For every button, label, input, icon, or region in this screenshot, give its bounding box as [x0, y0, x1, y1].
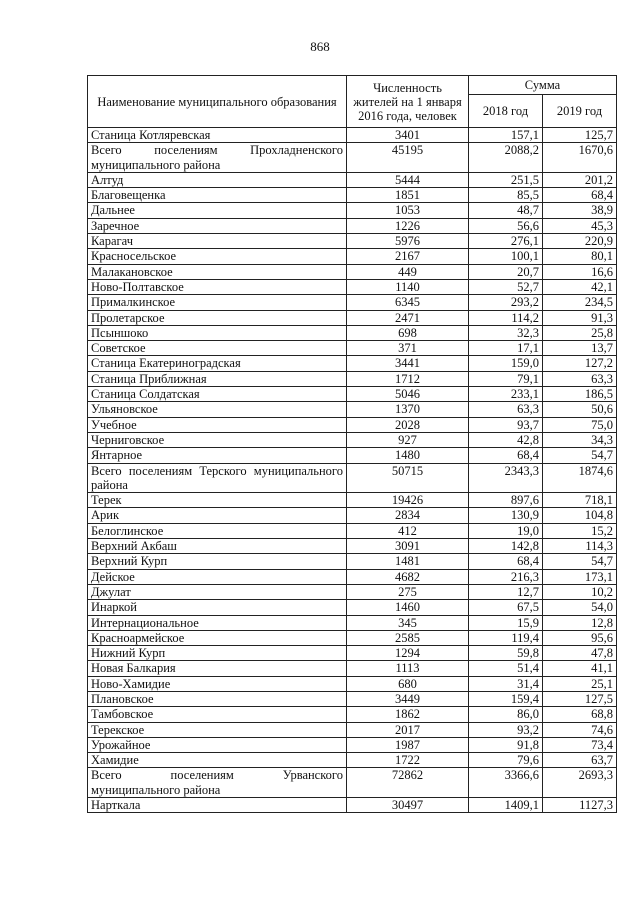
cell-population: 1480: [347, 448, 469, 463]
cell-2019: 47,8: [543, 646, 617, 661]
cell-2019: 201,2: [543, 172, 617, 187]
page-number: 868: [310, 39, 330, 54]
cell-name: Заречное: [88, 218, 347, 233]
cell-name: Черниговское: [88, 432, 347, 447]
cell-population: 2585: [347, 630, 469, 645]
table-row: [88, 234, 617, 249]
cell-2019: 63,3: [543, 371, 617, 386]
table-body: [88, 128, 617, 813]
table-row: [88, 172, 617, 187]
cell-population: 345: [347, 615, 469, 630]
cell-population: 4682: [347, 569, 469, 584]
cell-2018: 3366,6: [469, 768, 543, 798]
cell-2018: 42,8: [469, 432, 543, 447]
cell-name: Арик: [88, 508, 347, 523]
cell-2019: 12,8: [543, 615, 617, 630]
cell-population: 449: [347, 264, 469, 279]
cell-2019: 91,3: [543, 310, 617, 325]
cell-2018: 2088,2: [469, 143, 543, 173]
table-row: [88, 463, 617, 493]
cell-name: Ульяновское: [88, 402, 347, 417]
cell-2018: 233,1: [469, 387, 543, 402]
cell-population: 1053: [347, 203, 469, 218]
cell-2018: 157,1: [469, 128, 543, 143]
table-row: [88, 387, 617, 402]
cell-2018: 251,5: [469, 172, 543, 187]
cell-2018: 91,8: [469, 737, 543, 752]
cell-name: Станица Солдатская: [88, 387, 347, 402]
cell-2018: 63,3: [469, 402, 543, 417]
table-row: [88, 508, 617, 523]
cell-2019: 75,0: [543, 417, 617, 432]
header-year-2018: 2018 год: [469, 95, 543, 128]
table-row: [88, 402, 617, 417]
cell-2019: 220,9: [543, 234, 617, 249]
table-row: [88, 264, 617, 279]
cell-2018: 48,7: [469, 203, 543, 218]
cell-2018: 15,9: [469, 615, 543, 630]
cell-name: Тамбовское: [88, 707, 347, 722]
table-row: [88, 600, 617, 615]
table-row: [88, 523, 617, 538]
cell-2018: 93,2: [469, 722, 543, 737]
table-row: [88, 554, 617, 569]
cell-2018: 67,5: [469, 600, 543, 615]
cell-population: 3401: [347, 128, 469, 143]
cell-2019: 16,6: [543, 264, 617, 279]
cell-population: 30497: [347, 798, 469, 813]
cell-population: 5976: [347, 234, 469, 249]
table-row: [88, 356, 617, 371]
cell-2019: 104,8: [543, 508, 617, 523]
cell-population: 50715: [347, 463, 469, 493]
cell-2018: 114,2: [469, 310, 543, 325]
cell-population: 275: [347, 584, 469, 599]
cell-2019: 2693,3: [543, 768, 617, 798]
cell-name: Терекское: [88, 722, 347, 737]
cell-population: 2028: [347, 417, 469, 432]
table-row: [88, 615, 617, 630]
cell-2019: 186,5: [543, 387, 617, 402]
table-row: [88, 707, 617, 722]
cell-2018: 85,5: [469, 188, 543, 203]
cell-2018: 142,8: [469, 539, 543, 554]
table-row: [88, 341, 617, 356]
cell-2018: 12,7: [469, 584, 543, 599]
table-row: [88, 722, 617, 737]
cell-2018: 51,4: [469, 661, 543, 676]
table-row: [88, 493, 617, 508]
cell-name: Станица Приближная: [88, 371, 347, 386]
cell-name: Благовещенка: [88, 188, 347, 203]
table-row: [88, 737, 617, 752]
table-row: [88, 143, 617, 173]
table-row: [88, 630, 617, 645]
cell-2018: 2343,3: [469, 463, 543, 493]
cell-name: Урожайное: [88, 737, 347, 752]
cell-2019: 45,3: [543, 218, 617, 233]
cell-2019: 15,2: [543, 523, 617, 538]
cell-population: 3091: [347, 539, 469, 554]
cell-population: 1370: [347, 402, 469, 417]
cell-2019: 125,7: [543, 128, 617, 143]
cell-population: 5444: [347, 172, 469, 187]
cell-name: Джулат: [88, 584, 347, 599]
table-row: [88, 417, 617, 432]
cell-2018: 68,4: [469, 448, 543, 463]
cell-2019: 54,7: [543, 554, 617, 569]
cell-name: Прималкинское: [88, 295, 347, 310]
table-row: [88, 310, 617, 325]
table-row: [88, 753, 617, 768]
cell-population: 1113: [347, 661, 469, 676]
cell-name: Новая Балкария: [88, 661, 347, 676]
cell-name: Плановское: [88, 691, 347, 706]
cell-2018: 68,4: [469, 554, 543, 569]
cell-population: 1481: [347, 554, 469, 569]
cell-population: 1722: [347, 753, 469, 768]
cell-2019: 95,6: [543, 630, 617, 645]
cell-population: 927: [347, 432, 469, 447]
cell-population: 45195: [347, 143, 469, 173]
cell-name: Всего поселениям Прохладненского муниципального района: [88, 143, 347, 173]
cell-2018: 17,1: [469, 341, 543, 356]
cell-population: 1226: [347, 218, 469, 233]
cell-2019: 54,0: [543, 600, 617, 615]
table-row: [88, 128, 617, 143]
cell-name: Белоглинское: [88, 523, 347, 538]
cell-name: Всего поселениям Терского муниципального района: [88, 463, 347, 493]
table-row: [88, 295, 617, 310]
cell-2018: 31,4: [469, 676, 543, 691]
cell-2018: 897,6: [469, 493, 543, 508]
cell-name: Янтарное: [88, 448, 347, 463]
table-row: [88, 448, 617, 463]
cell-name: Верхний Акбаш: [88, 539, 347, 554]
cell-2019: 1127,3: [543, 798, 617, 813]
table-row: [88, 798, 617, 813]
cell-2019: 50,6: [543, 402, 617, 417]
cell-population: 680: [347, 676, 469, 691]
cell-name: Верхний Курп: [88, 554, 347, 569]
cell-name: Ново-Полтавское: [88, 279, 347, 294]
cell-name: Нижний Курп: [88, 646, 347, 661]
cell-population: 1851: [347, 188, 469, 203]
cell-name: Красносельское: [88, 249, 347, 264]
cell-name: Учебное: [88, 417, 347, 432]
cell-2019: 127,2: [543, 356, 617, 371]
table-row: [88, 569, 617, 584]
table-row: [88, 218, 617, 233]
cell-population: 371: [347, 341, 469, 356]
cell-population: 3449: [347, 691, 469, 706]
cell-name: Хамидие: [88, 753, 347, 768]
header-year-2019: 2019 год: [543, 95, 617, 128]
table-row: [88, 371, 617, 386]
cell-population: 1460: [347, 600, 469, 615]
cell-2018: 52,7: [469, 279, 543, 294]
cell-population: 1862: [347, 707, 469, 722]
cell-population: 2167: [347, 249, 469, 264]
cell-population: 6345: [347, 295, 469, 310]
cell-name: Красноармейское: [88, 630, 347, 645]
cell-2019: 54,7: [543, 448, 617, 463]
table-row: [88, 325, 617, 340]
cell-2019: 114,3: [543, 539, 617, 554]
cell-population: 1294: [347, 646, 469, 661]
cell-population: 5046: [347, 387, 469, 402]
cell-name: Ново-Хамидие: [88, 676, 347, 691]
cell-name: Дальнее: [88, 203, 347, 218]
cell-population: 2834: [347, 508, 469, 523]
cell-2018: 293,2: [469, 295, 543, 310]
cell-2019: 718,1: [543, 493, 617, 508]
cell-2019: 10,2: [543, 584, 617, 599]
cell-name: Псыншоко: [88, 325, 347, 340]
cell-2018: 19,0: [469, 523, 543, 538]
cell-name: Дейское: [88, 569, 347, 584]
cell-2019: 63,7: [543, 753, 617, 768]
cell-name: Алтуд: [88, 172, 347, 187]
table-row: [88, 691, 617, 706]
cell-2019: 25,1: [543, 676, 617, 691]
cell-2018: 1409,1: [469, 798, 543, 813]
cell-population: 698: [347, 325, 469, 340]
header-row: [88, 76, 617, 95]
header-name: Наименование муниципального образования: [88, 76, 347, 128]
cell-name: Малакановское: [88, 264, 347, 279]
table-row: [88, 203, 617, 218]
cell-2018: 32,3: [469, 325, 543, 340]
cell-2019: 13,7: [543, 341, 617, 356]
cell-name: Инаркой: [88, 600, 347, 615]
cell-2019: 1670,6: [543, 143, 617, 173]
cell-2019: 1874,6: [543, 463, 617, 493]
header-population: Численность жителей на 1 января 2016 года, человек: [347, 76, 469, 128]
table-row: [88, 661, 617, 676]
cell-2019: 234,5: [543, 295, 617, 310]
cell-2019: 73,4: [543, 737, 617, 752]
allocation-table: [87, 75, 617, 813]
table-row: [88, 646, 617, 661]
cell-2019: 74,6: [543, 722, 617, 737]
cell-population: 2471: [347, 310, 469, 325]
cell-2018: 216,3: [469, 569, 543, 584]
table-row: [88, 432, 617, 447]
cell-population: 1712: [347, 371, 469, 386]
cell-2018: 20,7: [469, 264, 543, 279]
cell-population: 3441: [347, 356, 469, 371]
cell-name: Советское: [88, 341, 347, 356]
cell-2018: 159,4: [469, 691, 543, 706]
cell-2018: 100,1: [469, 249, 543, 264]
cell-2019: 41,1: [543, 661, 617, 676]
cell-population: 1987: [347, 737, 469, 752]
cell-name: Всего поселениям Урванского муниципального района: [88, 768, 347, 798]
cell-2018: 130,9: [469, 508, 543, 523]
cell-name: Станица Котляревская: [88, 128, 347, 143]
cell-2018: 79,6: [469, 753, 543, 768]
cell-name: Нарткала: [88, 798, 347, 813]
cell-2019: 42,1: [543, 279, 617, 294]
table-row: [88, 188, 617, 203]
cell-name: Интернациональное: [88, 615, 347, 630]
cell-2018: 79,1: [469, 371, 543, 386]
cell-population: 412: [347, 523, 469, 538]
table-row: [88, 676, 617, 691]
cell-2018: 86,0: [469, 707, 543, 722]
cell-2018: 119,4: [469, 630, 543, 645]
cell-2019: 25,8: [543, 325, 617, 340]
cell-2018: 159,0: [469, 356, 543, 371]
cell-2019: 38,9: [543, 203, 617, 218]
cell-2019: 80,1: [543, 249, 617, 264]
cell-population: 1140: [347, 279, 469, 294]
table-row: [88, 249, 617, 264]
cell-2018: 276,1: [469, 234, 543, 249]
cell-population: 72862: [347, 768, 469, 798]
header-sum: Сумма: [469, 76, 617, 95]
cell-2019: 127,5: [543, 691, 617, 706]
table-row: [88, 768, 617, 798]
cell-2019: 68,8: [543, 707, 617, 722]
cell-population: 19426: [347, 493, 469, 508]
cell-2019: 34,3: [543, 432, 617, 447]
cell-2019: 173,1: [543, 569, 617, 584]
cell-population: 2017: [347, 722, 469, 737]
table-row: [88, 279, 617, 294]
cell-name: Пролетарское: [88, 310, 347, 325]
cell-name: Карагач: [88, 234, 347, 249]
table-row: [88, 584, 617, 599]
cell-2018: 93,7: [469, 417, 543, 432]
cell-2019: 68,4: [543, 188, 617, 203]
cell-name: Станица Екатериноградская: [88, 356, 347, 371]
cell-name: Терек: [88, 493, 347, 508]
cell-2018: 59,8: [469, 646, 543, 661]
table-row: [88, 539, 617, 554]
cell-2018: 56,6: [469, 218, 543, 233]
